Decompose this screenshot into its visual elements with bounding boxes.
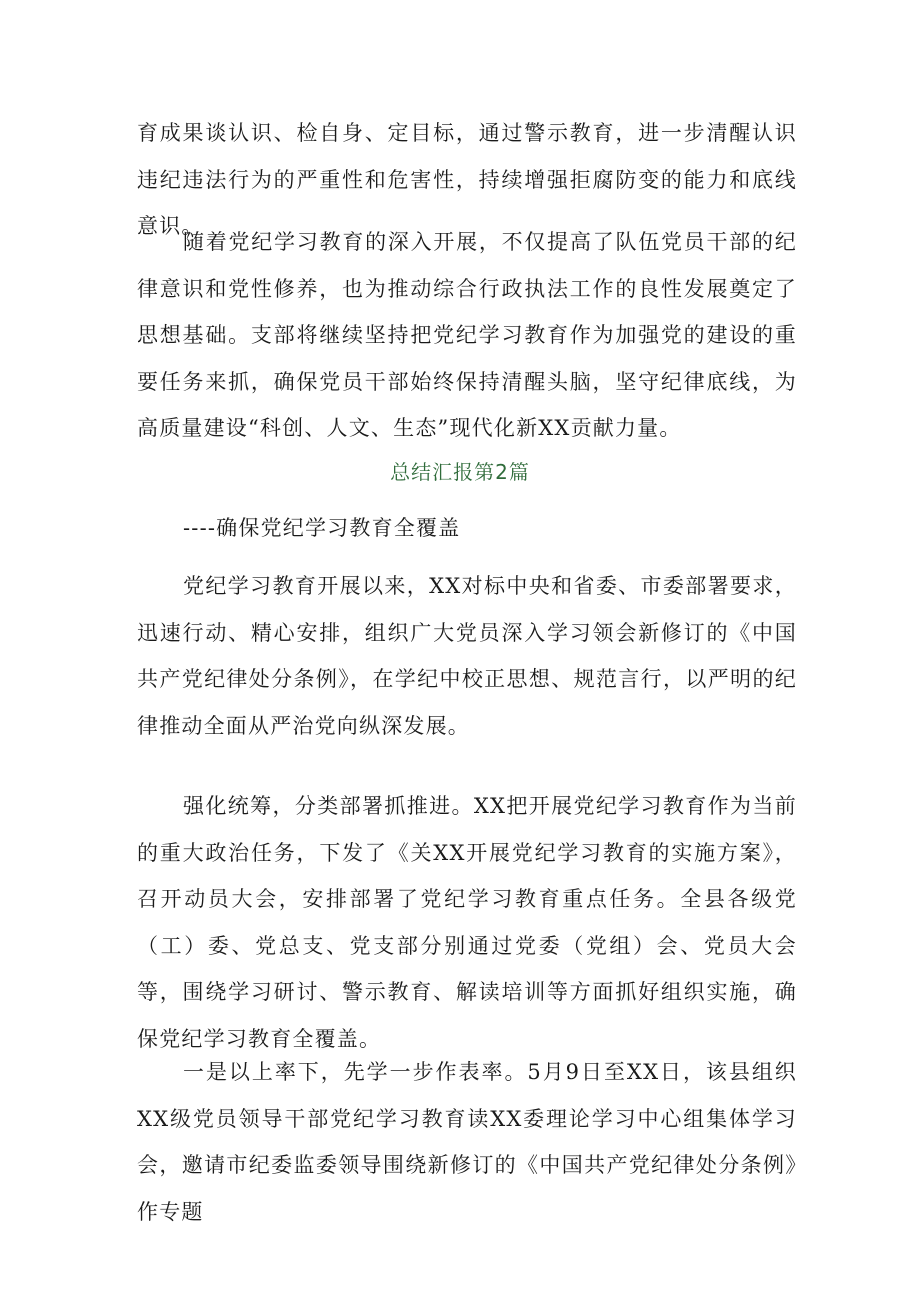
section-heading: 总结汇报第2篇 — [390, 460, 530, 484]
paragraph-conclusion: 随着党纪学习教育的深入开展，不仅提高了队伍党员干部的纪律意识和党性修养，也为推动综合行政执法工作的良性发展奠定了思想基础。支部将继续坚持把党纪学习教育作为加强党的建设的重要任务来抓，确保党员干部始终保持清醒头脑，坚守纪律底线，为高质量建设“科创、人文、生态”现代化新XX贡献力量。 — [137, 230, 797, 440]
paragraph-leadership: 一是以上率下，先学一步作表率。5月9日至XX日，该县组织XX级党员领导干部党纪学习教育读XX委理论学习中心组集体学习会，邀请市纪委监委领导围绕新修订的《中国共产党纪律处分条例》作专题 — [137, 1060, 797, 1224]
paragraph-continuation: 育成果谈认识、检自身、定目标，通过警示教育，进一步清醒认识违纪违法行为的严重性和危害性，持续增强拒腐防变的能力和底线意识。 — [137, 121, 797, 238]
paragraph-intro: 党纪学习教育开展以来，XX对标中央和省委、市委部署要求，迅速行动、精心安排，组织广大党员深入学习领会新修订的《中国共产党纪律处分条例》，在学纪中校正思想、规范言行，以严明的纪律推动全面从严治党向纵深发展。 — [137, 574, 797, 738]
section-subtitle: ----确保党纪学习教育全覆盖 — [183, 516, 461, 540]
paragraph-coordination: 强化统筹，分类部署抓推进。XX把开展党纪学习教育作为当前的重大政治任务，下发了《关XX开展党纪学习教育的实施方案》，召开动员大会，安排部署了党纪学习教育重点任务。全县各级党（工）委、党总支、党支部分别通过党委（党组）会、党员大会等，围绕学习研讨、警示教育、解读培训等方面抓好组织实施，确保党纪学习教育全覆盖。 — [137, 794, 797, 1051]
